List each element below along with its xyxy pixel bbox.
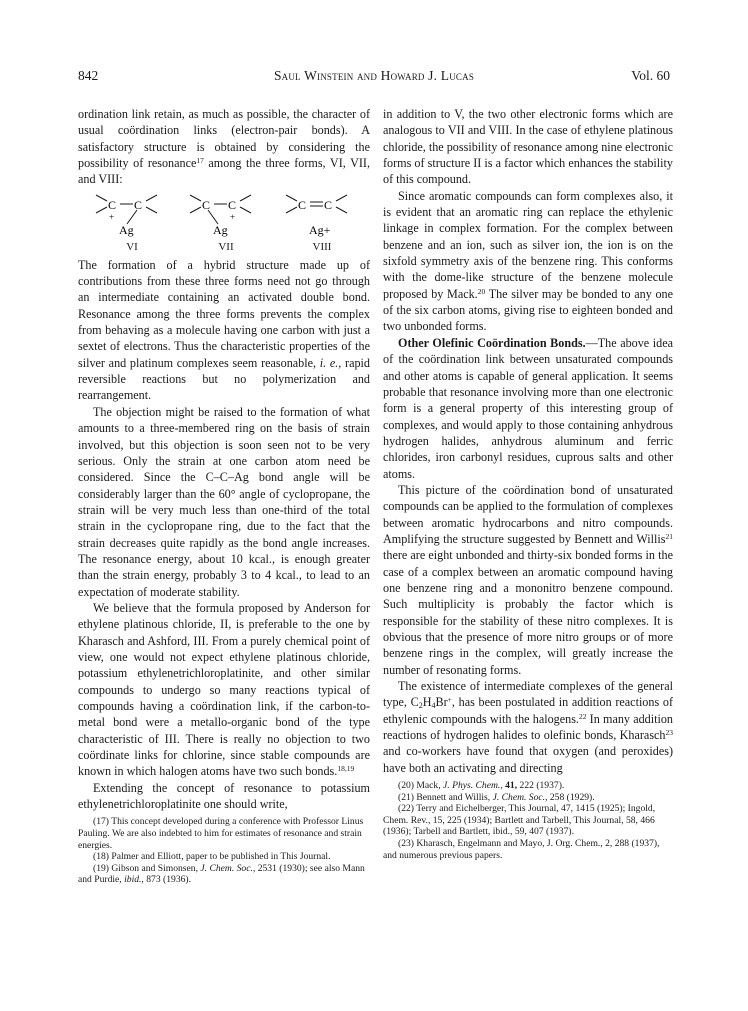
silver-ion: Ag+ xyxy=(309,222,331,237)
formula-vi xyxy=(92,189,172,255)
footnote-17: (17) This concept developed during a conference with Professor Linus Pauling. We are also indebted to him for estimates of resonance and strain energies. xyxy=(78,816,364,851)
carbon-atom: C xyxy=(108,197,117,212)
carbon-atom: C xyxy=(298,197,307,212)
paragraph: The formation of a hybrid structure made up of contributions from these three forms need not go through an intermediate containing an activated double bond. Resonance among the three forms prevents the complex from behaving as a molecule having one carbon with just a sextet of electrons. Thus the characteristic properties of the silver and platinum complexes seem reasonable, i. e., rapid reversible reactions but no polymerization and rearrangement. xyxy=(78,257,370,403)
paragraph: We believe that the formula proposed by Anderson for ethylene platinous chloride, II, is preferable to the one by Kharasch and Ashford, III. From a purely chemical point of view, one would not expect ethylene platinous chloride, potassium ethylenetrichloroplatinite, and other similar compounds to undergo so many reactions typical of compounds having a coördination link, if the carbon-to-metal bond were a metallo-organic bond of the type characteristic of III. There is really no objection to two coördinate links for chlorine, since stable compounds are known in which halogen atoms have two such bonds.$^{18,19}$ xyxy=(78,600,370,779)
charge-sign: + xyxy=(109,211,115,222)
formula-vii-bonds xyxy=(186,189,266,239)
silver-atom: Ag xyxy=(119,222,134,237)
silver-atom: Ag xyxy=(213,222,228,237)
carbon-atom: C xyxy=(202,197,211,212)
footnote-22: (22) Terry and Eichelberger, This Journal, 47, 1415 (1925); Ingold, Chem. Rev., 15, 225 (1934); Bartlett and Tarbell, This Journal, 58, 466 (1936); Tarbell and Bartlett, ibid., 59, 407 (1937). xyxy=(383,803,656,838)
footnote-19: (19) Gibson and Simonsen, J. Chem. Soc., 2531 (1930); see also Mann and Purdie, ibid., 873 (1936). xyxy=(78,862,365,886)
page-number: 842 xyxy=(78,68,99,83)
volume-number: Vol. 60 xyxy=(631,68,670,83)
formula-vi-bonds xyxy=(92,189,172,239)
footnote-18: (18) Palmer and Elliott, paper to be published in This Journal. xyxy=(93,851,331,863)
formula-label: VI xyxy=(126,240,138,253)
formula-viii xyxy=(282,189,362,255)
paragraph: Other Olefinic Coördination Bonds.—The above idea of the coördination link between unsaturated compounds and other atoms is capable of general application. It seems probable that resonance involving more than one electronic form is a general property of this interesting group of complexes, and would apply to those containing anhydrous hydrogen halides, anhydrous aluminum and ferric chlorides, iron carbonyl residues, cuprous salts and other atoms. xyxy=(383,335,674,481)
charge-sign: + xyxy=(230,211,236,222)
footnote-23: (23) Kharasch, Engelmann and Mayo, J. Org. Chem., 2, 288 (1937), and numerous previous papers. xyxy=(383,838,660,861)
paragraph: The objection might be raised to the formation of what amounts to a three-membered ring on the basis of strain involved, but this objection is soon seen not to be very serious. Only the strain at one carbon atom need be considered. Since the C–C–Ag bond angle will be considerably larger than the 60° angle of cyclopropane, the strain will be very much less than one-third of the total strain in the cyclopropane ring, due to the fact that the strain decreases quite rapidly as the bond angle increases. The resonance energy, about 10 kcal., is enough greater than the strain energy, probably 3 to 4 kcal., to lead to an expectation of moderate stability. xyxy=(78,404,370,599)
formula-vii xyxy=(186,189,266,255)
footnote-21: (21) Bennett and Willis, J. Chem. Soc., 258 (1929). xyxy=(398,791,595,803)
page-header xyxy=(78,68,670,88)
carbon-atom: C xyxy=(134,197,143,212)
formula-viii-bonds xyxy=(282,189,362,239)
carbon-atom: C xyxy=(324,197,333,212)
section-heading: Other Olefinic Coördination Bonds. xyxy=(398,335,586,350)
carbon-atom: C xyxy=(228,197,237,212)
paragraph: Extending the concept of resonance to potassium ethylenetrichloroplatinite one should write, xyxy=(78,780,370,812)
paragraph: This picture of the coördination bond of unsaturated compounds can be applied to the formulation of complexes between aromatic hydrocarbons and nitro compounds. Amplifying the structure suggested by Bennett and Willis$^{21}$ there are eight unbonded and thirty-six bonded forms in the case of a complex between an aromatic compound having one benzene ring and a mononitro benzene compound. Such multiplicity is probably the factor which is responsible for the stability of these nitro complexes. It is obvious that the presence of more nitro groups or of more benzene rings in the complex, will greatly increase the number of resonating forms. xyxy=(383,482,673,677)
formula-label: VIII xyxy=(312,240,332,253)
footnote-20: (20) Mack, J. Phys. Chem., 41, 222 (1937). xyxy=(398,780,565,792)
paragraph: Since aromatic compounds can form complexes also, it is evident that an aromatic ring can replace the ethylenic linkage in complex formation. For the complex between benzene and an ion, such as silver ion, the ion is on the sixfold symmetry axis of the benzene ring. This conforms with the dome-like structure of the benzene molecule proposed by Mack.$^{20}$ The silver may be bonded to any one of the six carbon atoms, giving rise to eighteen bonded and two unbonded forms. xyxy=(383,188,673,334)
paragraph: The existence of intermediate complexes of the general type, $C_2H_4Br^+$, has been postulated in addition reactions of ethylenic compounds with the halogens.$^{22}$ In many addition reactions of hydrogen halides to olefinic bonds, Kharasch$^{23}$ and co-workers have found that oxygen (and peroxides) have both an activating and directing xyxy=(383,679,673,775)
left-column xyxy=(78,106,370,886)
paragraph: in addition to V, the two other electronic forms which are analogous to VII and VIII. In the case of ethylene platinous chloride, the possibility of resonance among nine electronic forms of structure II is a factor which enhances the stability of this compound. xyxy=(383,107,673,187)
running-title: Saul Winstein and Howard J. Lucas xyxy=(273,68,475,83)
right-column xyxy=(383,106,673,861)
formula-label: VII xyxy=(218,240,234,253)
resonance-formulas xyxy=(78,189,370,255)
paragraph: ordination link retain, as much as possible, the character of usual coördination links (electron-pair bonds). A satisfactory structure is obtained by considering the possibility of resonance$^{17}$ among the three forms, VI, VII, and VIII: xyxy=(78,107,370,187)
